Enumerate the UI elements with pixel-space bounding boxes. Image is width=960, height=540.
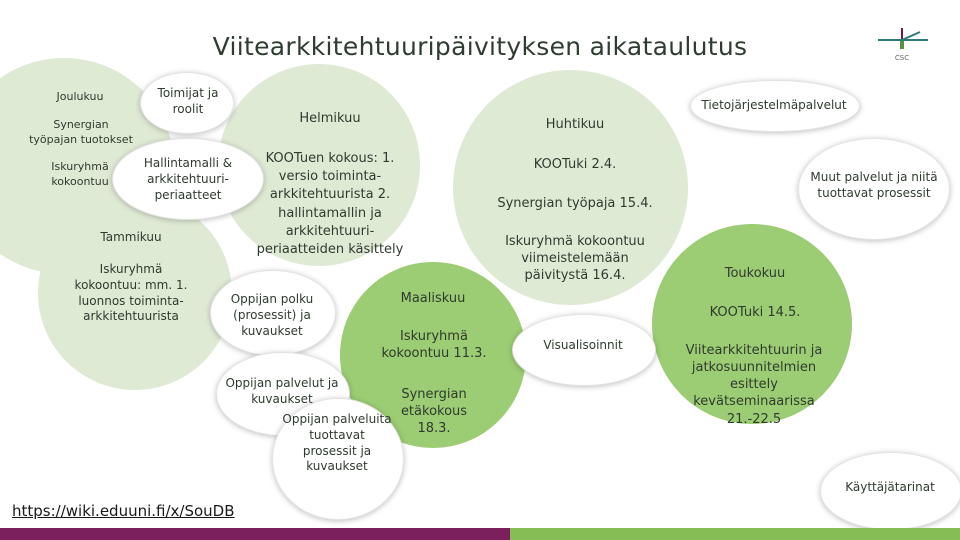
february-month: Helmikuu [299, 111, 361, 126]
user-stories-text: Käyttäjätarinat [845, 480, 935, 494]
may-item-seminar: Viitearkkitehtuurin ja jatkosuunnitelmien esittely kevätseminaarissa 21.-22.5 [685, 343, 823, 427]
april-item-strike-group: Iskuryhmä kokoontuu viimeistelemään päivitystä 16.4. [505, 234, 645, 284]
learner-services-text: Oppijan palvelut ja kuvaukset [225, 376, 339, 406]
april-item-synergy: Synergian työpaja 15.4. [497, 196, 653, 211]
learner-path-text: Oppijan polku (prosessit) ja kuvaukset [230, 292, 314, 338]
march-item-strike-group: Iskuryhmä kokoontuu 11.3. [381, 329, 487, 362]
december-item-strike-group: Iskuryhmä kokoontuu [51, 160, 109, 188]
march-item-synergy: Synergian etäkokous 18.3. [400, 387, 468, 437]
footer-bar-green [510, 528, 960, 540]
other-services-text: Muut palvelut ja niitä tuottavat prosessit [810, 170, 938, 200]
march-month: Maaliskuu [400, 291, 466, 306]
april-month: Huhtikuu [545, 117, 605, 132]
actors-text: Toimijat ja roolit [157, 86, 219, 116]
page-title: Viitearkkitehtuuripäivityksen aikataulutus [212, 32, 748, 61]
may-item-kootuki: KOOTuki 14.5. [709, 305, 801, 320]
wiki-link[interactable]: https://wiki.eduuni.fi/x/SouDB [12, 502, 235, 520]
info-systems-text: Tietojärjestelmäpalvelut [701, 98, 847, 112]
visualizations-text: Visualisoinnit [543, 338, 623, 352]
learner-producers-text: Oppijan palveluita tuottavat prosessit ja kuvaukset [282, 412, 392, 474]
january-month: Tammikuu [100, 230, 162, 244]
december-item-workshop: Synergian työpajan tuotokset [29, 118, 133, 146]
model-text: Hallintamalli & arkkitehtuuri-periaatteet [143, 156, 233, 202]
may-month: Toukokuu [724, 266, 786, 281]
february-item: KOOTuen kokous: 1. versio toiminta-arkkitehtuurista 2. hallintamallin ja arkkitehtuuri-periaatteiden käsittely [256, 151, 404, 257]
csc-logo-icon [872, 24, 934, 66]
january-item: Iskuryhmä kokoontuu: mm. 1. luonnos toiminta-arkkitehtuurista [74, 262, 188, 324]
logo-text: CSC [894, 54, 910, 62]
april-item-kootuki: KOOTuki 2.4. [533, 157, 617, 172]
footer-bar-plum [0, 528, 510, 540]
december-month: Joulukuu [56, 90, 104, 103]
